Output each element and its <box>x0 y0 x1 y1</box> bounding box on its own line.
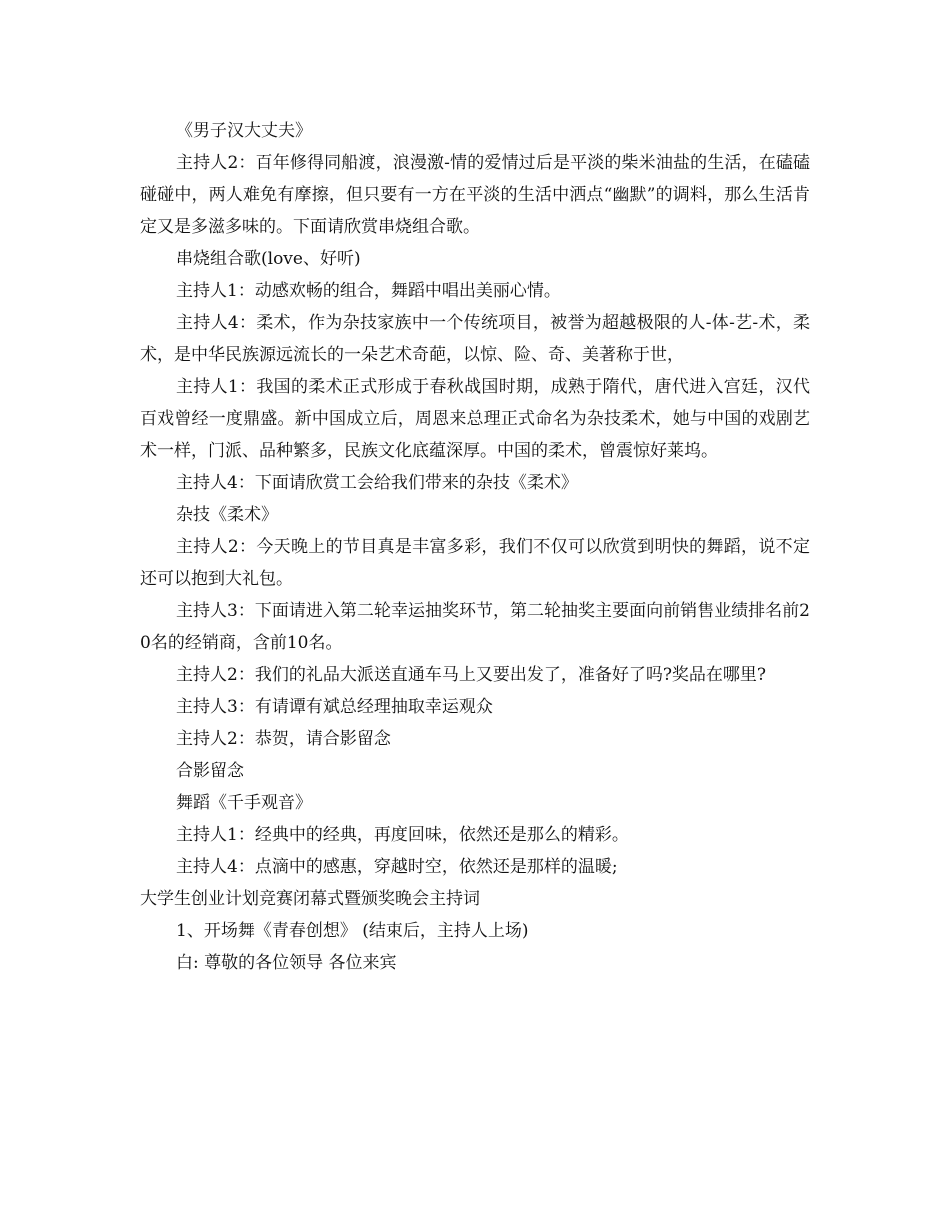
paragraph-6: 主持人1：我国的柔术正式形成于春秋战国时期，成熟于隋代，唐代进入宫廷，汉代百戏曾经一度鼎盛。新中国成立后，周恩来总理正式命名为杂技柔术，她与中国的戏剧艺术一样，门派、品种繁多，民族文化底蕴深厚。中国的柔术，曾震惊好莱坞。 <box>140 377 810 461</box>
paragraph-2: 主持人2：百年修得同船渡，浪漫激-情的爱情过后是平淡的柴米油盐的生活，在磕磕碰碰中，两人难免有摩擦，但只要有一方在平淡的生活中洒点“幽默”的调料，那么生活肯定又是多滋多味的。下面请欣赏串烧组合歌。 <box>140 153 810 237</box>
paragraph-16: 主持人1：经典中的经典，再度回味，依然还是那么的精彩。 <box>176 825 629 845</box>
paragraph-9: 主持人2：今天晚上的节目真是丰富多彩，我们不仅可以欣赏到明快的舞蹈，说不定还可以抱到大礼包。 <box>140 537 810 589</box>
paragraph-20: 白: 尊敬的各位领导 各位来宾 <box>176 953 397 973</box>
paragraph-17: 主持人4：点滴中的感惠，穿越时空，依然还是那样的温暖; <box>176 857 618 877</box>
paragraph-4: 主持人1：动感欢畅的组合，舞蹈中唱出美丽心情。 <box>176 281 561 301</box>
paragraph-19: 1、开场舞《青春创想》 (结束后，主持人上场) <box>176 921 529 941</box>
section-heading: 大学生创业计划竞赛闭幕式暨颁奖晚会主持词 <box>140 889 480 909</box>
paragraph-8: 杂技《柔术》 <box>176 505 278 525</box>
paragraph-5: 主持人4：柔术，作为杂技家族中一个传统项目，被誉为超越极限的人-体-艺-术，柔术，是中华民族源远流长的一朵艺术奇葩，以惊、险、奇、美著称于世， <box>140 313 810 365</box>
paragraph-1: 《男子汉大丈夫》 <box>176 121 312 141</box>
paragraph-10: 主持人3：下面请进入第二轮幸运抽奖环节，第二轮抽奖主要面向前销售业绩排名前20名的经销商，含前10名。 <box>140 601 810 653</box>
paragraph-15: 舞蹈《千手观音》 <box>176 793 312 813</box>
paragraph-13: 主持人2：恭贺，请合影留念 <box>176 729 391 749</box>
paragraph-3: 串烧组合歌(love、好听) <box>176 249 361 269</box>
paragraph-12: 主持人3：有请谭有斌总经理抽取幸运观众 <box>176 697 493 717</box>
document-body <box>140 115 810 979</box>
paragraph-7: 主持人4：下面请欣赏工会给我们带来的杂技《柔术》 <box>176 473 578 493</box>
paragraph-14: 合影留念 <box>176 761 244 781</box>
paragraph-11: 主持人2：我们的礼品大派送直通车马上又要出发了，准备好了吗?奖品在哪里? <box>176 665 767 685</box>
